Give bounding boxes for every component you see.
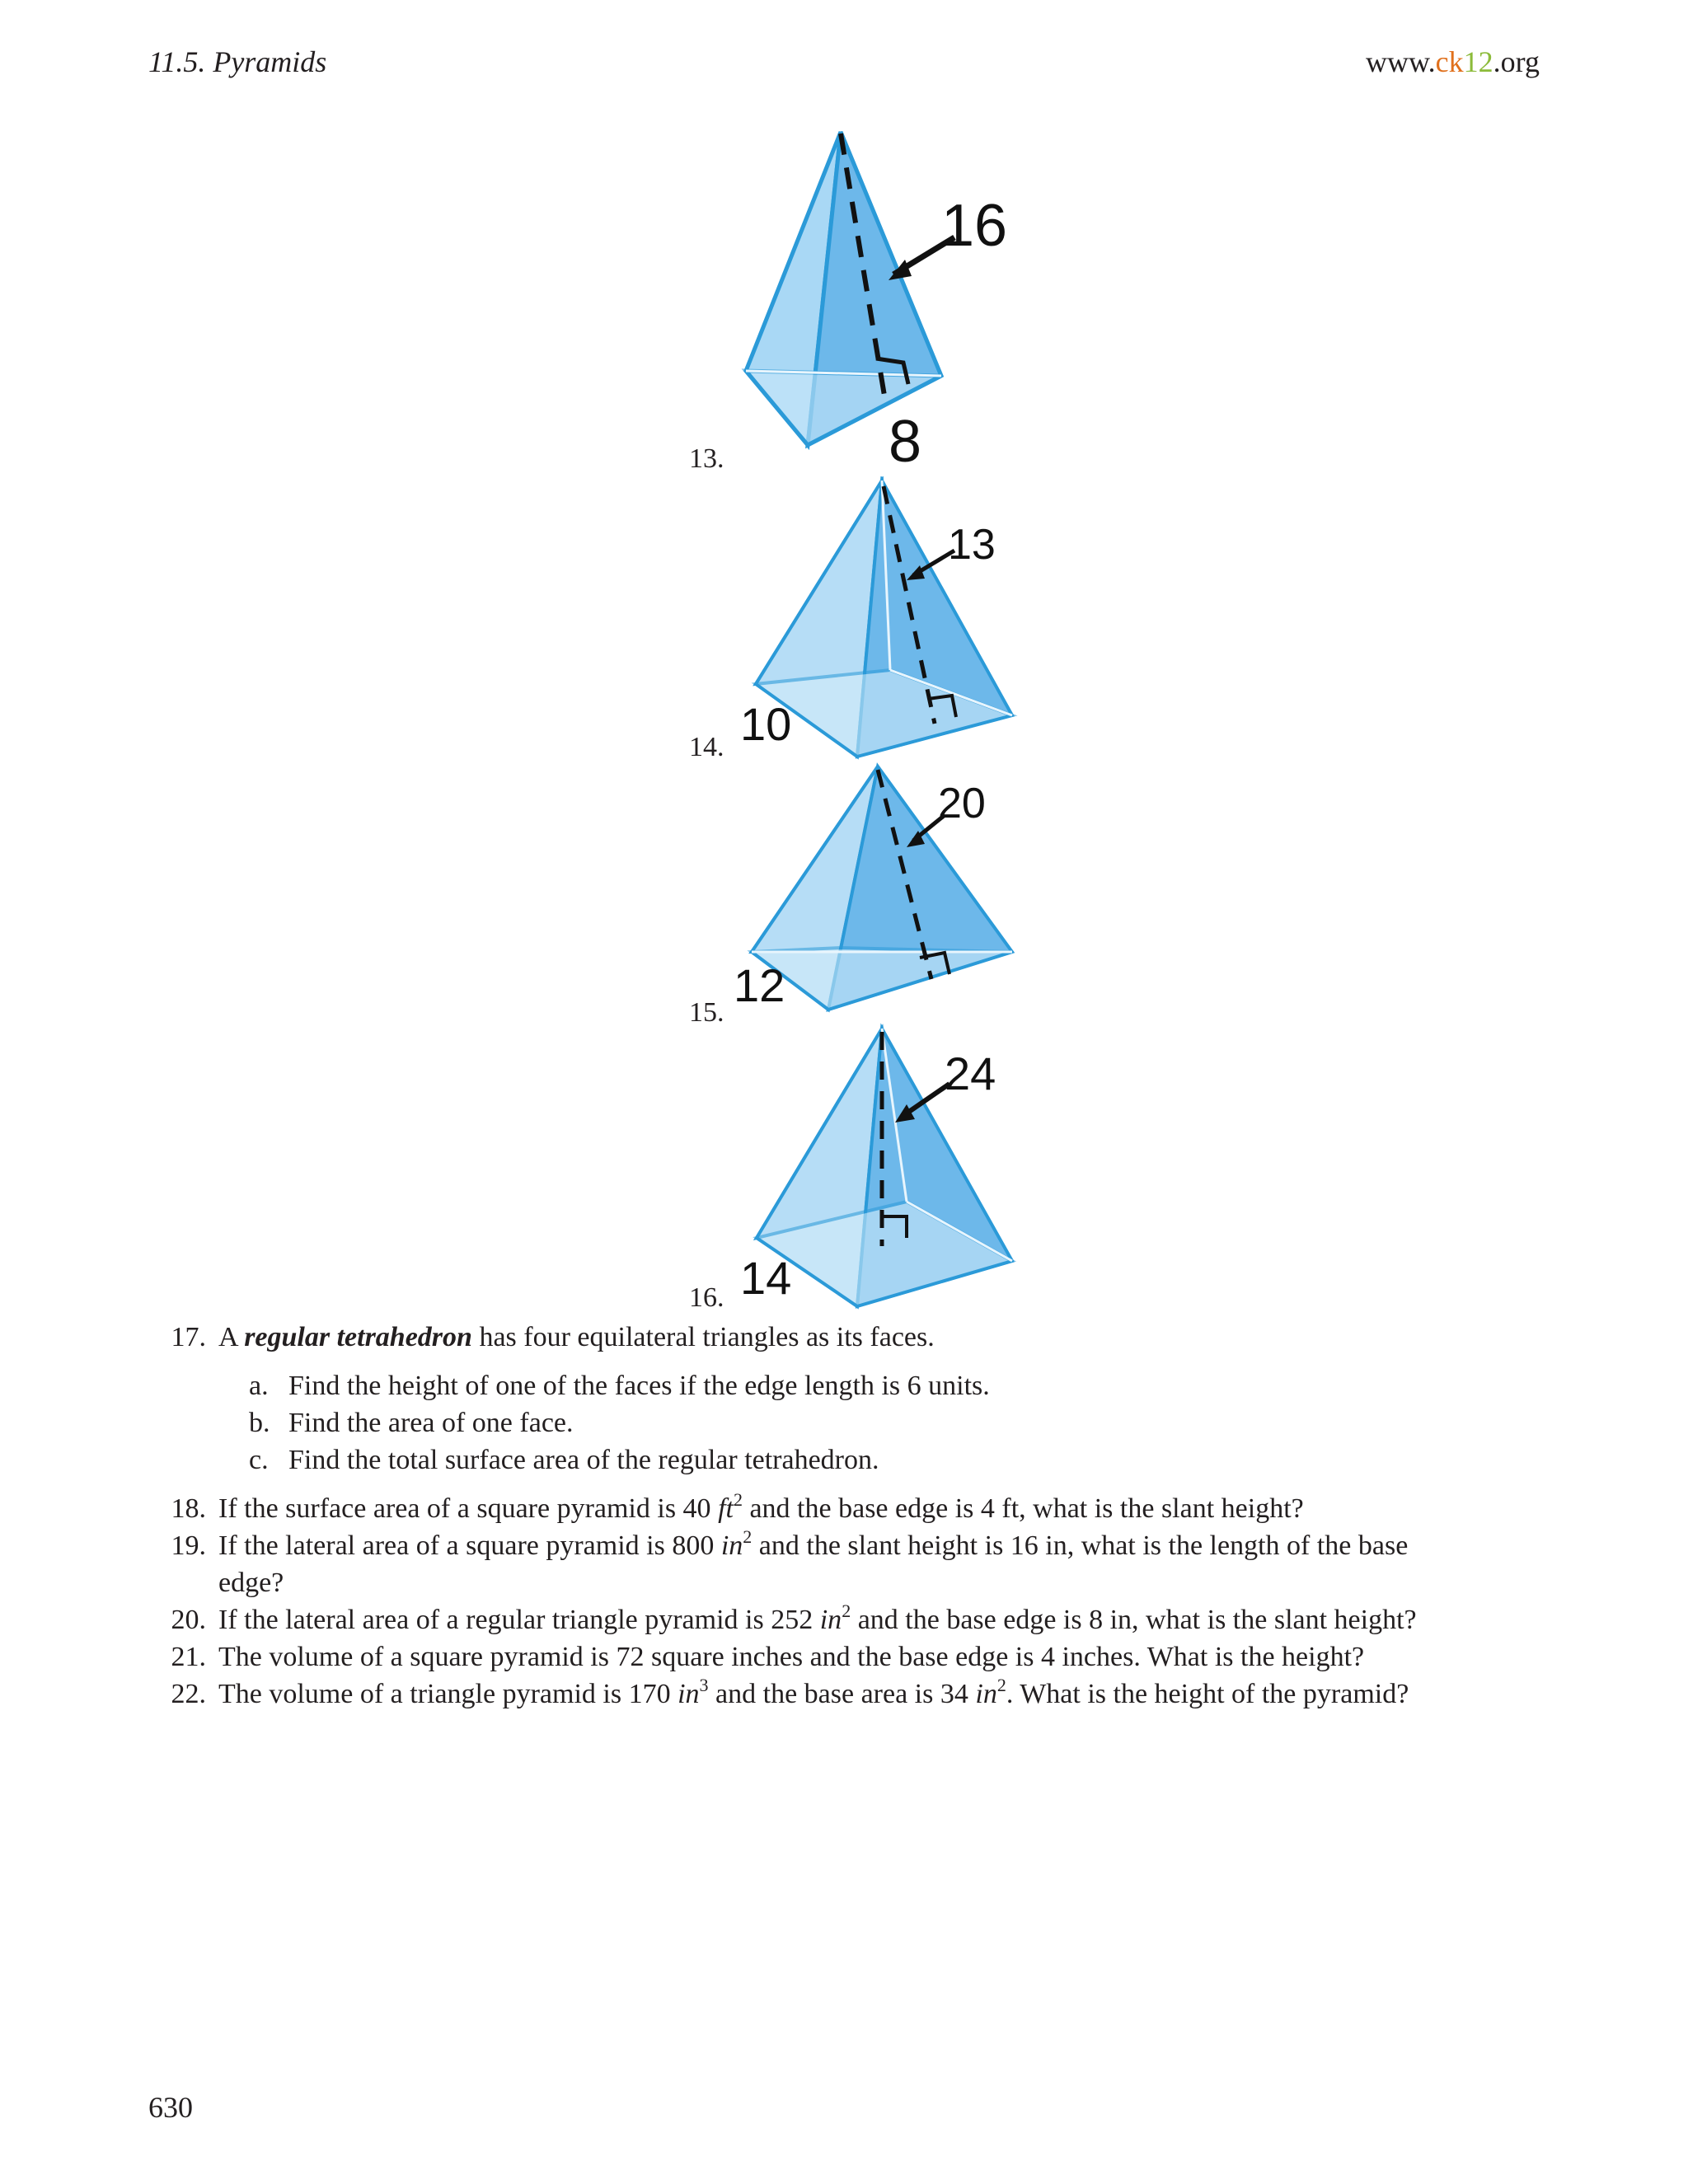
question-number: 20. <box>171 1605 206 1635</box>
figure-15-pyramid <box>734 758 1030 1022</box>
site-12: 12 <box>1463 45 1493 78</box>
label-10: 10 <box>740 698 792 750</box>
label-16: 16 <box>941 193 1008 259</box>
site-prefix: www. <box>1366 45 1436 78</box>
question-number: 17. <box>171 1322 206 1352</box>
q17-part-c: c. Find the total surface area of the regular tetrahedron. <box>249 1445 879 1475</box>
label-12: 12 <box>734 959 785 1011</box>
question-number: 18. <box>171 1493 206 1524</box>
page-number: 630 <box>148 2091 193 2124</box>
pyramid-base <box>752 948 1012 1010</box>
q17-part-b: b. Find the area of one face. <box>249 1408 574 1438</box>
figure-13-number: 13. <box>689 443 724 474</box>
site-suffix: .org <box>1493 45 1540 78</box>
site-c: c <box>1435 45 1449 78</box>
question-number: 21. <box>171 1642 206 1672</box>
label-24: 24 <box>945 1047 996 1099</box>
label-14: 14 <box>740 1252 792 1304</box>
figure-16-pyramid <box>734 1022 1030 1319</box>
question-number: 22. <box>171 1679 206 1709</box>
section-title: 11.5. Pyramids <box>148 45 327 78</box>
website-link[interactable] <box>1366 45 1540 79</box>
figure-14-pyramid <box>734 476 1030 765</box>
question-number: 19. <box>171 1530 206 1561</box>
figure-15-number: 15. <box>689 997 724 1028</box>
label-8: 8 <box>889 409 922 475</box>
q17-part-a: a. Find the height of one of the faces if the edge length is 6 units. <box>249 1371 990 1401</box>
figure-14-number: 14. <box>689 732 724 762</box>
q17-pre: A <box>218 1322 245 1352</box>
label-20: 20 <box>938 780 986 827</box>
figure-13-pyramid <box>725 124 1039 486</box>
q17-term: regular tetrahedron <box>244 1322 472 1352</box>
figure-16-number: 16. <box>689 1282 724 1313</box>
q17-post: has four equilateral triangles as its faces. <box>471 1322 935 1352</box>
label-13: 13 <box>948 521 996 569</box>
site-k: k <box>1448 45 1464 78</box>
